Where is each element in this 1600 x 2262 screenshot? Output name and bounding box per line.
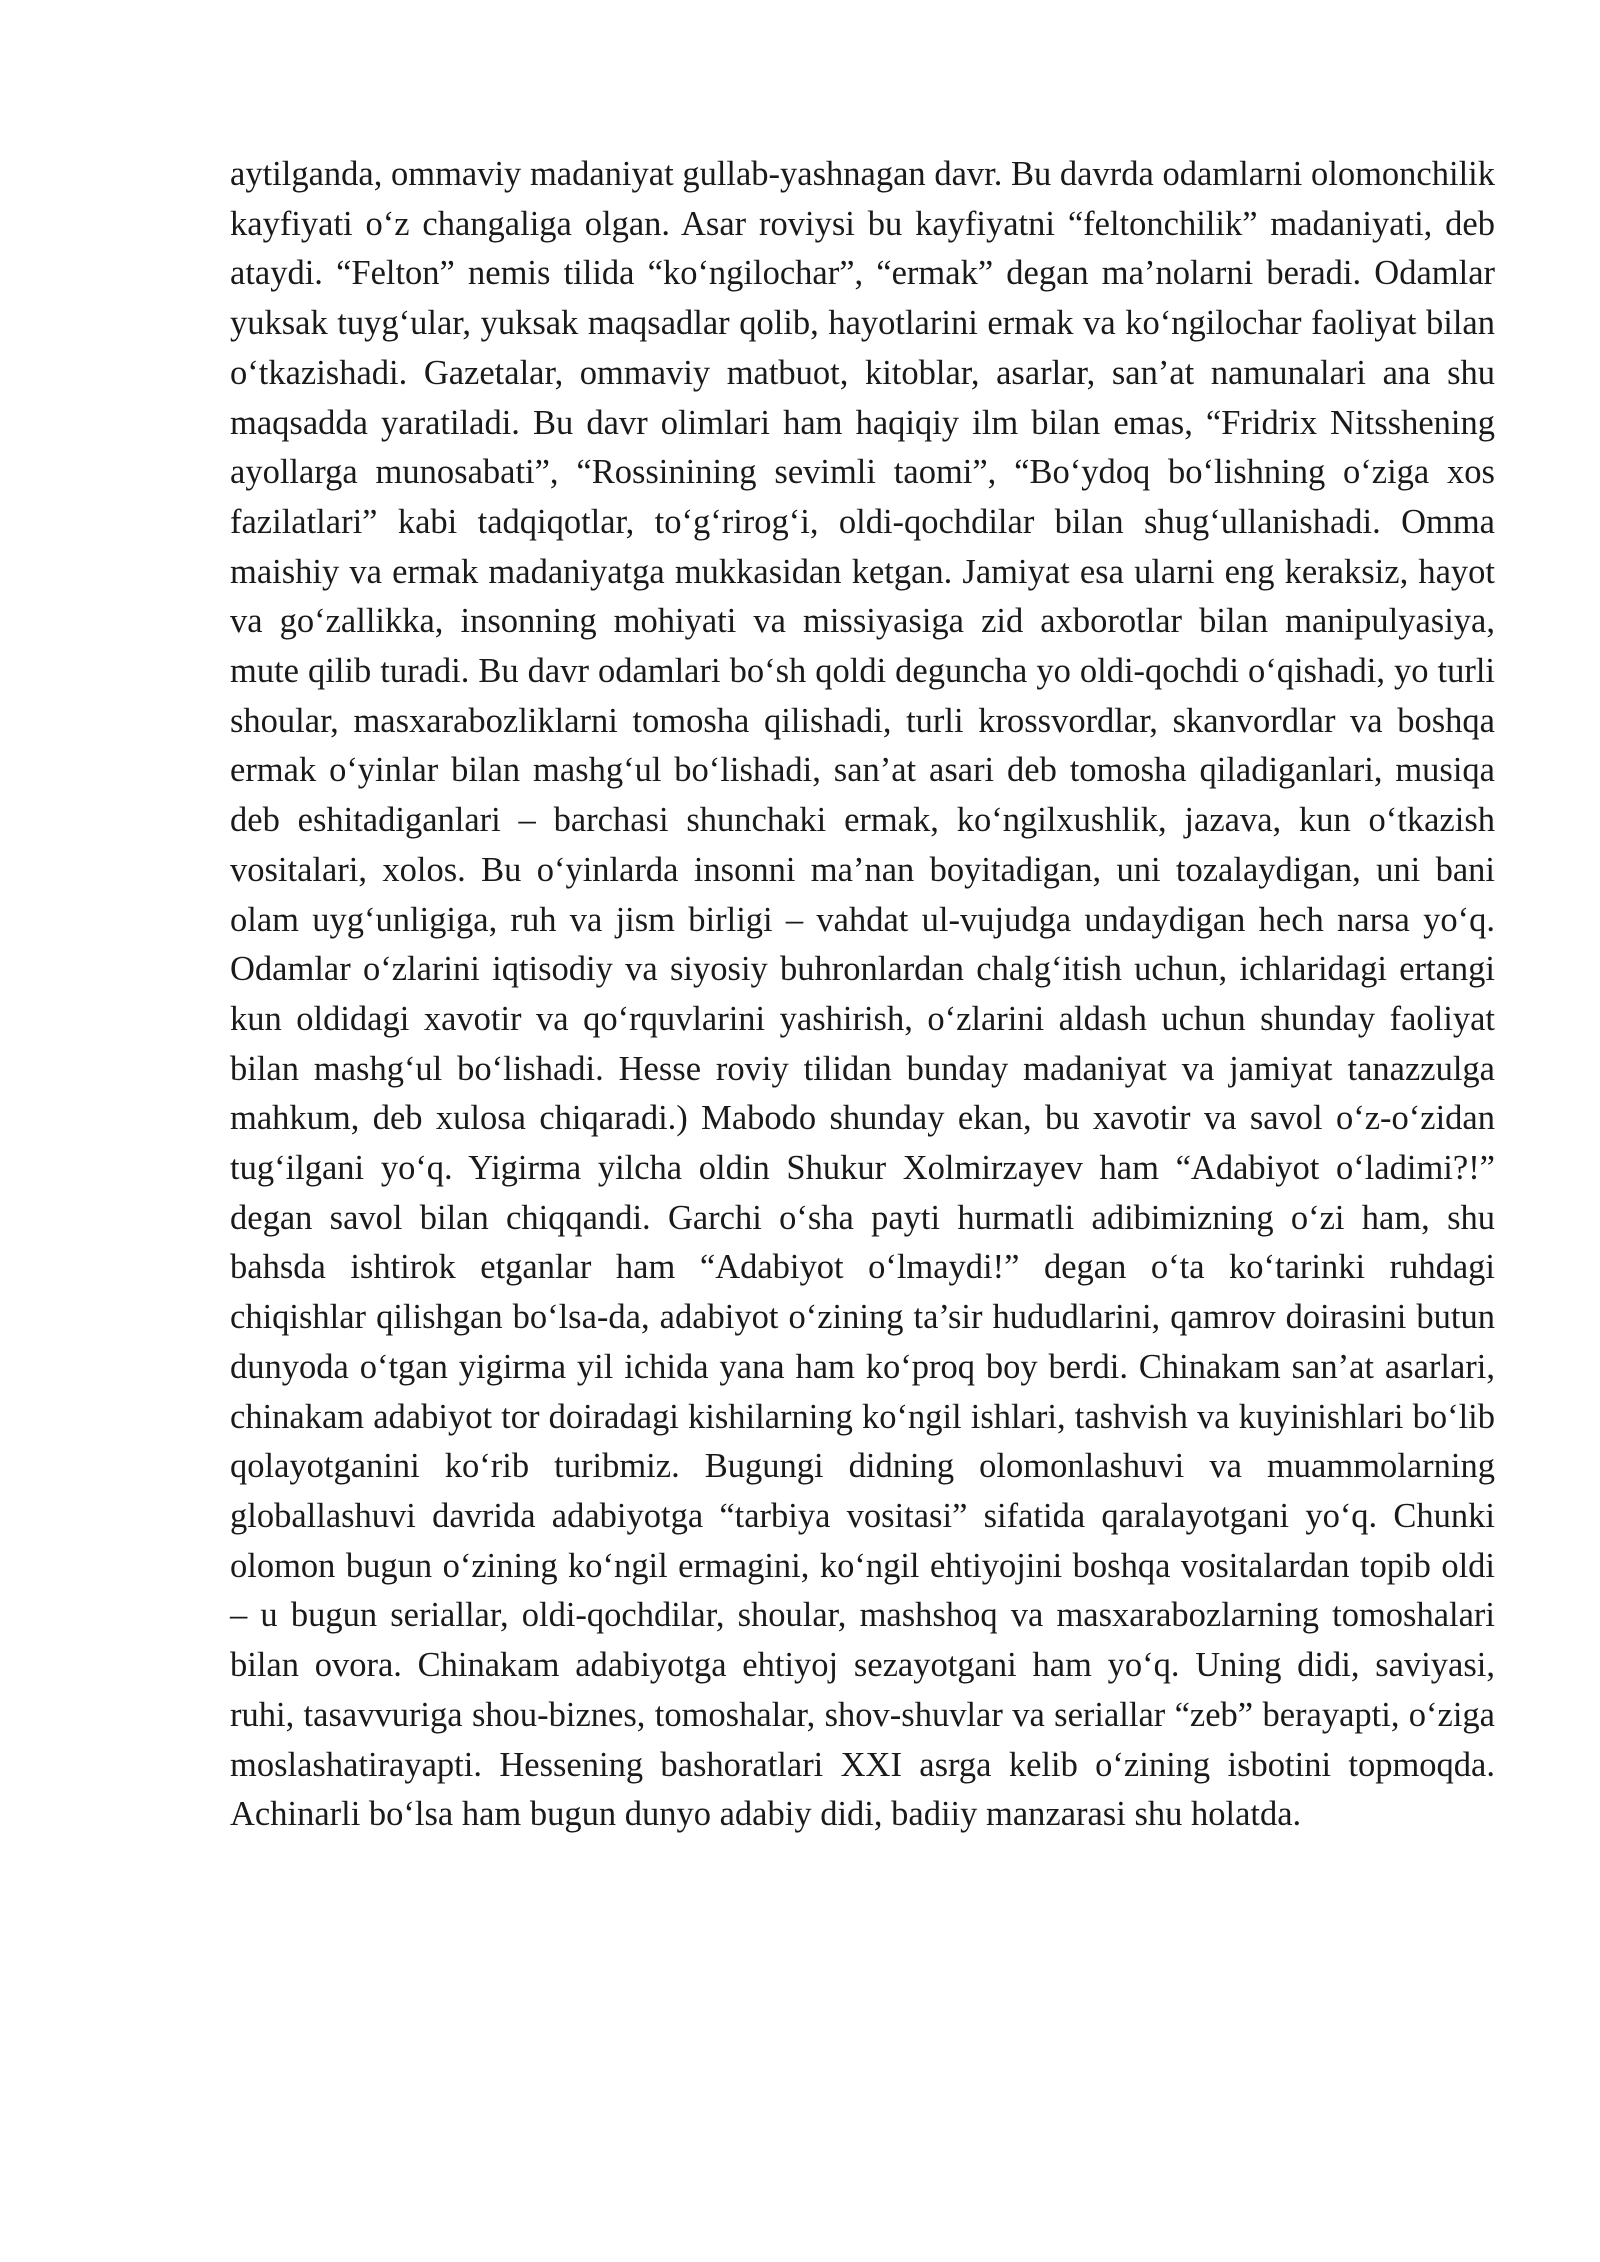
- body-paragraph: aytilganda, ommaviy madaniyat gullab-yashnagan davr. Bu davrda odamlarni olomonchilik kayfiyati o‘z changaliga olgan. Asar roviysi bu kayfiyatni “feltonchilik” madaniyati, deb ataydi. “Felton” nemis tilida “ko‘ngilochar”, “ermak” degan ma’nolarni beradi. Odamlar yuksak tuyg‘ular, yuksak maqsadlar qolib, hayotlarini ermak va ko‘ngilochar faoliyat bilan o‘tkazishadi. Gazetalar, ommaviy matbuot, kitoblar, asarlar, san’at namunalari ana shu maqsadda yaratiladi. Bu davr olimlari ham haqiqiy ilm bilan emas, “Fridrix Nitsshening ayollarga munosabati”, “Rossinining sevimli taomi”, “Bo‘ydoq bo‘lishning o‘ziga xos fazilatlari” kabi tadqiqotlar, to‘g‘rirog‘i, oldi-qochdilar bilan shug‘ullanishadi. Omma maishiy va ermak madaniyatga mukkasidan ketgan. Jamiyat esa ularni eng keraksiz, hayot va go‘zallikka, insonning mohiyati va missiyasiga zid axborotlar bilan manipulyasiya, mute qilib turadi. Bu davr odamlari bo‘sh qoldi deguncha yo oldi-qochdi o‘qishadi, yo turli shoular, masxarabozliklarni tomosha qilishadi, turli krossvordlar, skanvordlar va boshqa ermak o‘yinlar bilan mashg‘ul bo‘lishadi, san’at asari deb tomosha qiladiganlari, musiqa deb eshitadiganlari – barchasi shunchaki ermak, ko‘ngilxushlik, jazava, kun o‘tkazish vositalari, xolos. Bu o‘yinlarda insonni ma’nan boyitadigan, uni tozalaydigan, uni bani olam uyg‘unligiga, ruh va jism birligi – vahdat ul-vujudga undaydigan hech narsa yo‘q. Odamlar o‘zlarini iqtisodiy va siyosiy buhronlardan chalg‘itish uchun, ichlaridagi ertangi kun oldidagi xavotir va qo‘rquvlarini yashirish, o‘zlarini aldash uchun shunday faoliyat bilan mashg‘ul bo‘lishadi. Hesse roviy tilidan bunday madaniyat va jamiyat tanazzulga mahkum, deb xulosa chiqaradi.) Mabodo shunday ekan, bu xavotir va savol o‘z-o‘zidan tug‘ilgani yo‘q. Yigirma yilcha oldin Shukur Xolmirzayev ham “Adabiyot o‘ladimi?!” degan savol bilan chiqqandi. Garchi o‘sha payti hurmatli adibimizning o‘zi ham, shu bahsda ishtirok etganlar ham “Adabiyot o‘lmaydi!” degan o‘ta ko‘tarinki ruhdagi chiqishlar qilishgan bo‘lsa-da, adabiyot o‘zining ta’sir hududlarini, qamrov doirasini butun dunyoda o‘tgan yigirma yil ichida yana ham ko‘proq boy berdi. Chinakam san’at asarlari, chinakam adabiyot tor doiradagi kishilarning ko‘ngil ishlari, tashvish va kuyinishlari bo‘lib qolayotganini ko‘rib turibmiz. Bugungi didning olomonlashuvi va muammolarning globallashuvi davrida adabiyotga “tarbiya vositasi” sifatida qaralayotgani yo‘q. Chunki olomon bugun o‘zining ko‘ngil ermagini, ko‘ngil ehtiyojini boshqa vositalardan topib oldi – u bugun seriallar, oldi-qochdilar, shoular, mashshoq va masxarabozlarning tomoshalari bilan ovora. Chinakam adabiyotga ehtiyoj sezayotgani ham yo‘q. Uning didi, saviyasi, ruhi, tasavvuriga shou-biznes, tomoshalar, shov-shuvlar va seriallar “zeb” berayapti, o‘ziga moslashatirayapti. Hessening bashoratlari XXI asrga kelib o‘zining isbotini topmoqda. Achinarli bo‘lsa ham bugun dunyo adabiy didi, badiiy manzarasi shu holatda.: [230, 155, 1495, 1834]
